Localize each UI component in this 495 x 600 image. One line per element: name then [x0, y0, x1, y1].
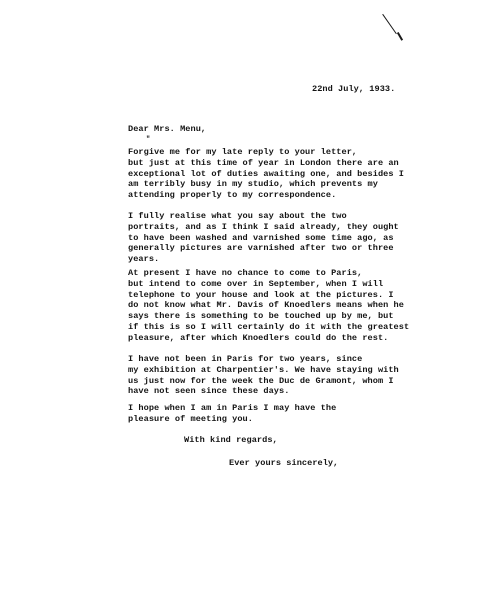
paragraph-line: exceptional lot of duties awaiting one, and besides I: [128, 168, 404, 179]
paragraph-line: telephone to your house and look at the pictures. I: [128, 289, 394, 300]
paragraph-line: portraits, and as I think I said already, they ought: [128, 221, 399, 232]
paragraph-line: I hope when I am in Paris I may have the: [128, 403, 337, 413]
paragraph-2: [128, 211, 399, 265]
paragraph-1: [128, 147, 404, 201]
paragraph-line: says there is something to be touched up by me, but: [128, 311, 394, 322]
paragraph-5: [128, 403, 336, 425]
paragraph-line: but just at this time of year in London there are an: [128, 157, 399, 168]
pen-mark-icon: [397, 32, 403, 41]
paragraph-line: pleasure, after which Knoedlers could do the rest.: [128, 332, 389, 343]
paragraph-line: do not know what Mr. Davis of Knoedlers means when he: [128, 300, 404, 311]
paragraph-3: [128, 268, 409, 344]
paragraph-line: to have been washed and varnished some time ago, as: [128, 232, 394, 243]
paragraph-line: pleasure of meeting you.: [128, 413, 253, 424]
paragraph-line: but intend to come over in September, when I will: [128, 278, 384, 289]
letter-date: 22nd July, 1933.: [312, 84, 396, 94]
paragraph-line: am terribly busy in my studio, which prevents my: [128, 179, 378, 190]
paragraph-line: if this is so I will certainly do it with the greatest: [128, 321, 410, 332]
paragraph-line: my exhibition at Charpentier's. We have staying with: [128, 364, 399, 375]
closing-regards: With kind regards,: [184, 435, 278, 445]
pen-mark-icon: [382, 14, 397, 34]
paragraph-line: I have not been in Paris for two years, since: [128, 354, 363, 364]
paragraph-4: [128, 354, 399, 397]
paragraph-line: us just now for the week the Duc de Gramont, whom I: [128, 375, 394, 386]
stray-mark: ": [146, 136, 151, 144]
paragraph-line: attending properly to my correspondence.: [128, 190, 337, 201]
salutation: Dear Mrs. Menu,: [128, 124, 207, 134]
signoff: Ever yours sincerely,: [229, 458, 339, 468]
paragraph-line: Forgive me for my late reply to your letter,: [128, 147, 358, 157]
paragraph-line: At present I have no chance to come to Paris,: [128, 268, 363, 278]
paragraph-line: generally pictures are varnished after two or three: [128, 243, 394, 254]
paragraph-line: have not seen since these days.: [128, 386, 290, 397]
paragraph-line: I fully realise what you say about the two: [128, 211, 347, 221]
paragraph-line: years.: [128, 254, 160, 265]
